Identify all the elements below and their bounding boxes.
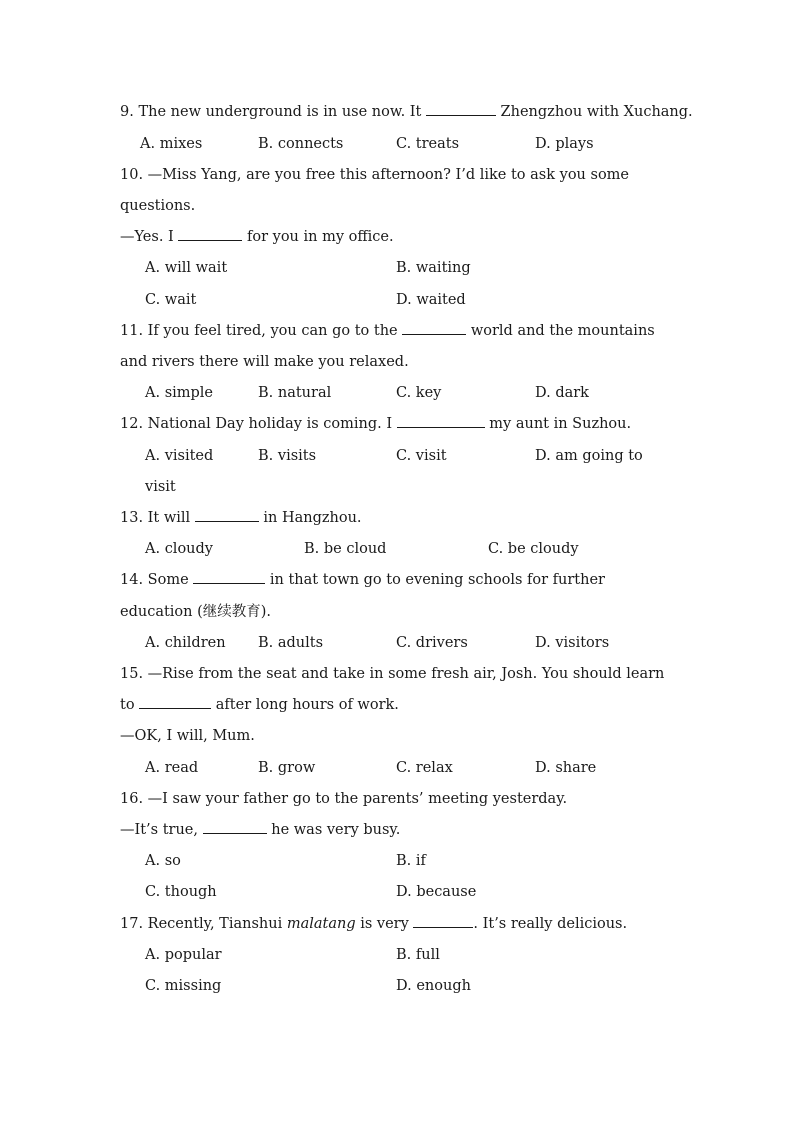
question-9 [120,103,693,121]
option: B. natural [258,385,332,401]
option: A. mixes [140,136,203,152]
question-text: education (继续教育). [120,604,272,620]
question-14 [120,571,605,589]
answer-blank [193,571,265,584]
option: D. am going to [535,448,643,464]
option: A. simple [145,385,214,401]
question-15: 15. —Rise from the seat and take in some fresh air, Josh. You should learn [120,666,665,682]
option: A. cloudy [145,541,213,557]
option: C. missing [145,978,222,994]
option: A. so [145,853,181,869]
question-text: and rivers there will make you relaxed. [120,354,409,370]
question-text: to [120,697,140,713]
question-10: 10. —Miss Yang, are you free this afternoon? I’d like to ask you some [120,167,630,183]
option: B. if [396,853,426,869]
question-text: 11. If you feel tired, you can go to the [120,323,403,339]
response-text: —Yes. I [120,229,179,245]
option: A. children [145,635,226,651]
option: B. full [396,947,440,963]
question-text: in that town go to evening schools for further [265,572,605,588]
question-text: world and the mountains [466,323,655,339]
question-text: 12. National Day holiday is coming. I [120,416,397,432]
option: D. plays [535,136,594,152]
question-text: is very [355,916,414,932]
response-line [120,228,394,246]
question-text [120,696,399,714]
question-13 [120,509,362,527]
option: C. visit [396,448,447,464]
option: B. grow [258,760,316,776]
option: B. waiting [396,260,471,276]
answer-blank [402,322,466,335]
question-17 [120,915,627,933]
option: C. treats [396,136,460,152]
answer-blank [195,509,259,522]
response-text: for you in my office. [242,229,394,245]
italic-term: malatang [286,916,356,932]
option: A. read [145,760,199,776]
option: B. visits [258,448,317,464]
option: D. because [396,884,477,900]
question-text: in Hangzhou. [258,510,362,526]
response-text: —It’s true, [120,822,203,838]
option: C. though [145,884,217,900]
response-line [120,821,400,839]
option: B. be cloud [304,541,387,557]
option: C. key [396,385,442,401]
option: D. waited [396,292,466,308]
option: D. visitors [535,635,610,651]
answer-blank [203,821,267,834]
option: D. dark [535,385,589,401]
option: A. visited [145,448,214,464]
option: A. popular [145,947,222,963]
option: B. connects [258,136,344,152]
answer-blank [178,228,242,241]
question-text: 17. Recently, Tianshui [120,916,287,932]
option: C. drivers [396,635,468,651]
question-16: 16. —I saw your father go to the parents’ meeting yesterday. [120,791,568,807]
option: C. wait [145,292,197,308]
option-wrap: visit [145,479,176,495]
question-text: 14. Some [120,572,194,588]
question-text: 13. It will [120,510,195,526]
question-text: after long hours of work. [211,697,399,713]
question-text: Zhengzhou with Xuchang. [495,104,693,120]
question-text: 9. The new underground is in use now. It [120,104,426,120]
response-text: he was very busy. [266,822,401,838]
answer-blank [413,915,473,928]
response-line: —OK, I will, Mum. [120,728,255,744]
question-12 [120,415,631,433]
answer-blank [426,103,496,116]
option: B. adults [258,635,324,651]
question-11 [120,322,655,340]
option: C. relax [396,760,453,776]
question-text: questions. [120,198,196,214]
option: A. will wait [145,260,228,276]
question-text: my aunt in Suzhou. [484,416,632,432]
option: C. be cloudy [488,541,579,557]
option: D. share [535,760,597,776]
option: D. enough [396,978,471,994]
answer-blank [139,696,211,709]
answer-blank [397,415,485,428]
question-text: . It’s really delicious. [473,916,628,932]
